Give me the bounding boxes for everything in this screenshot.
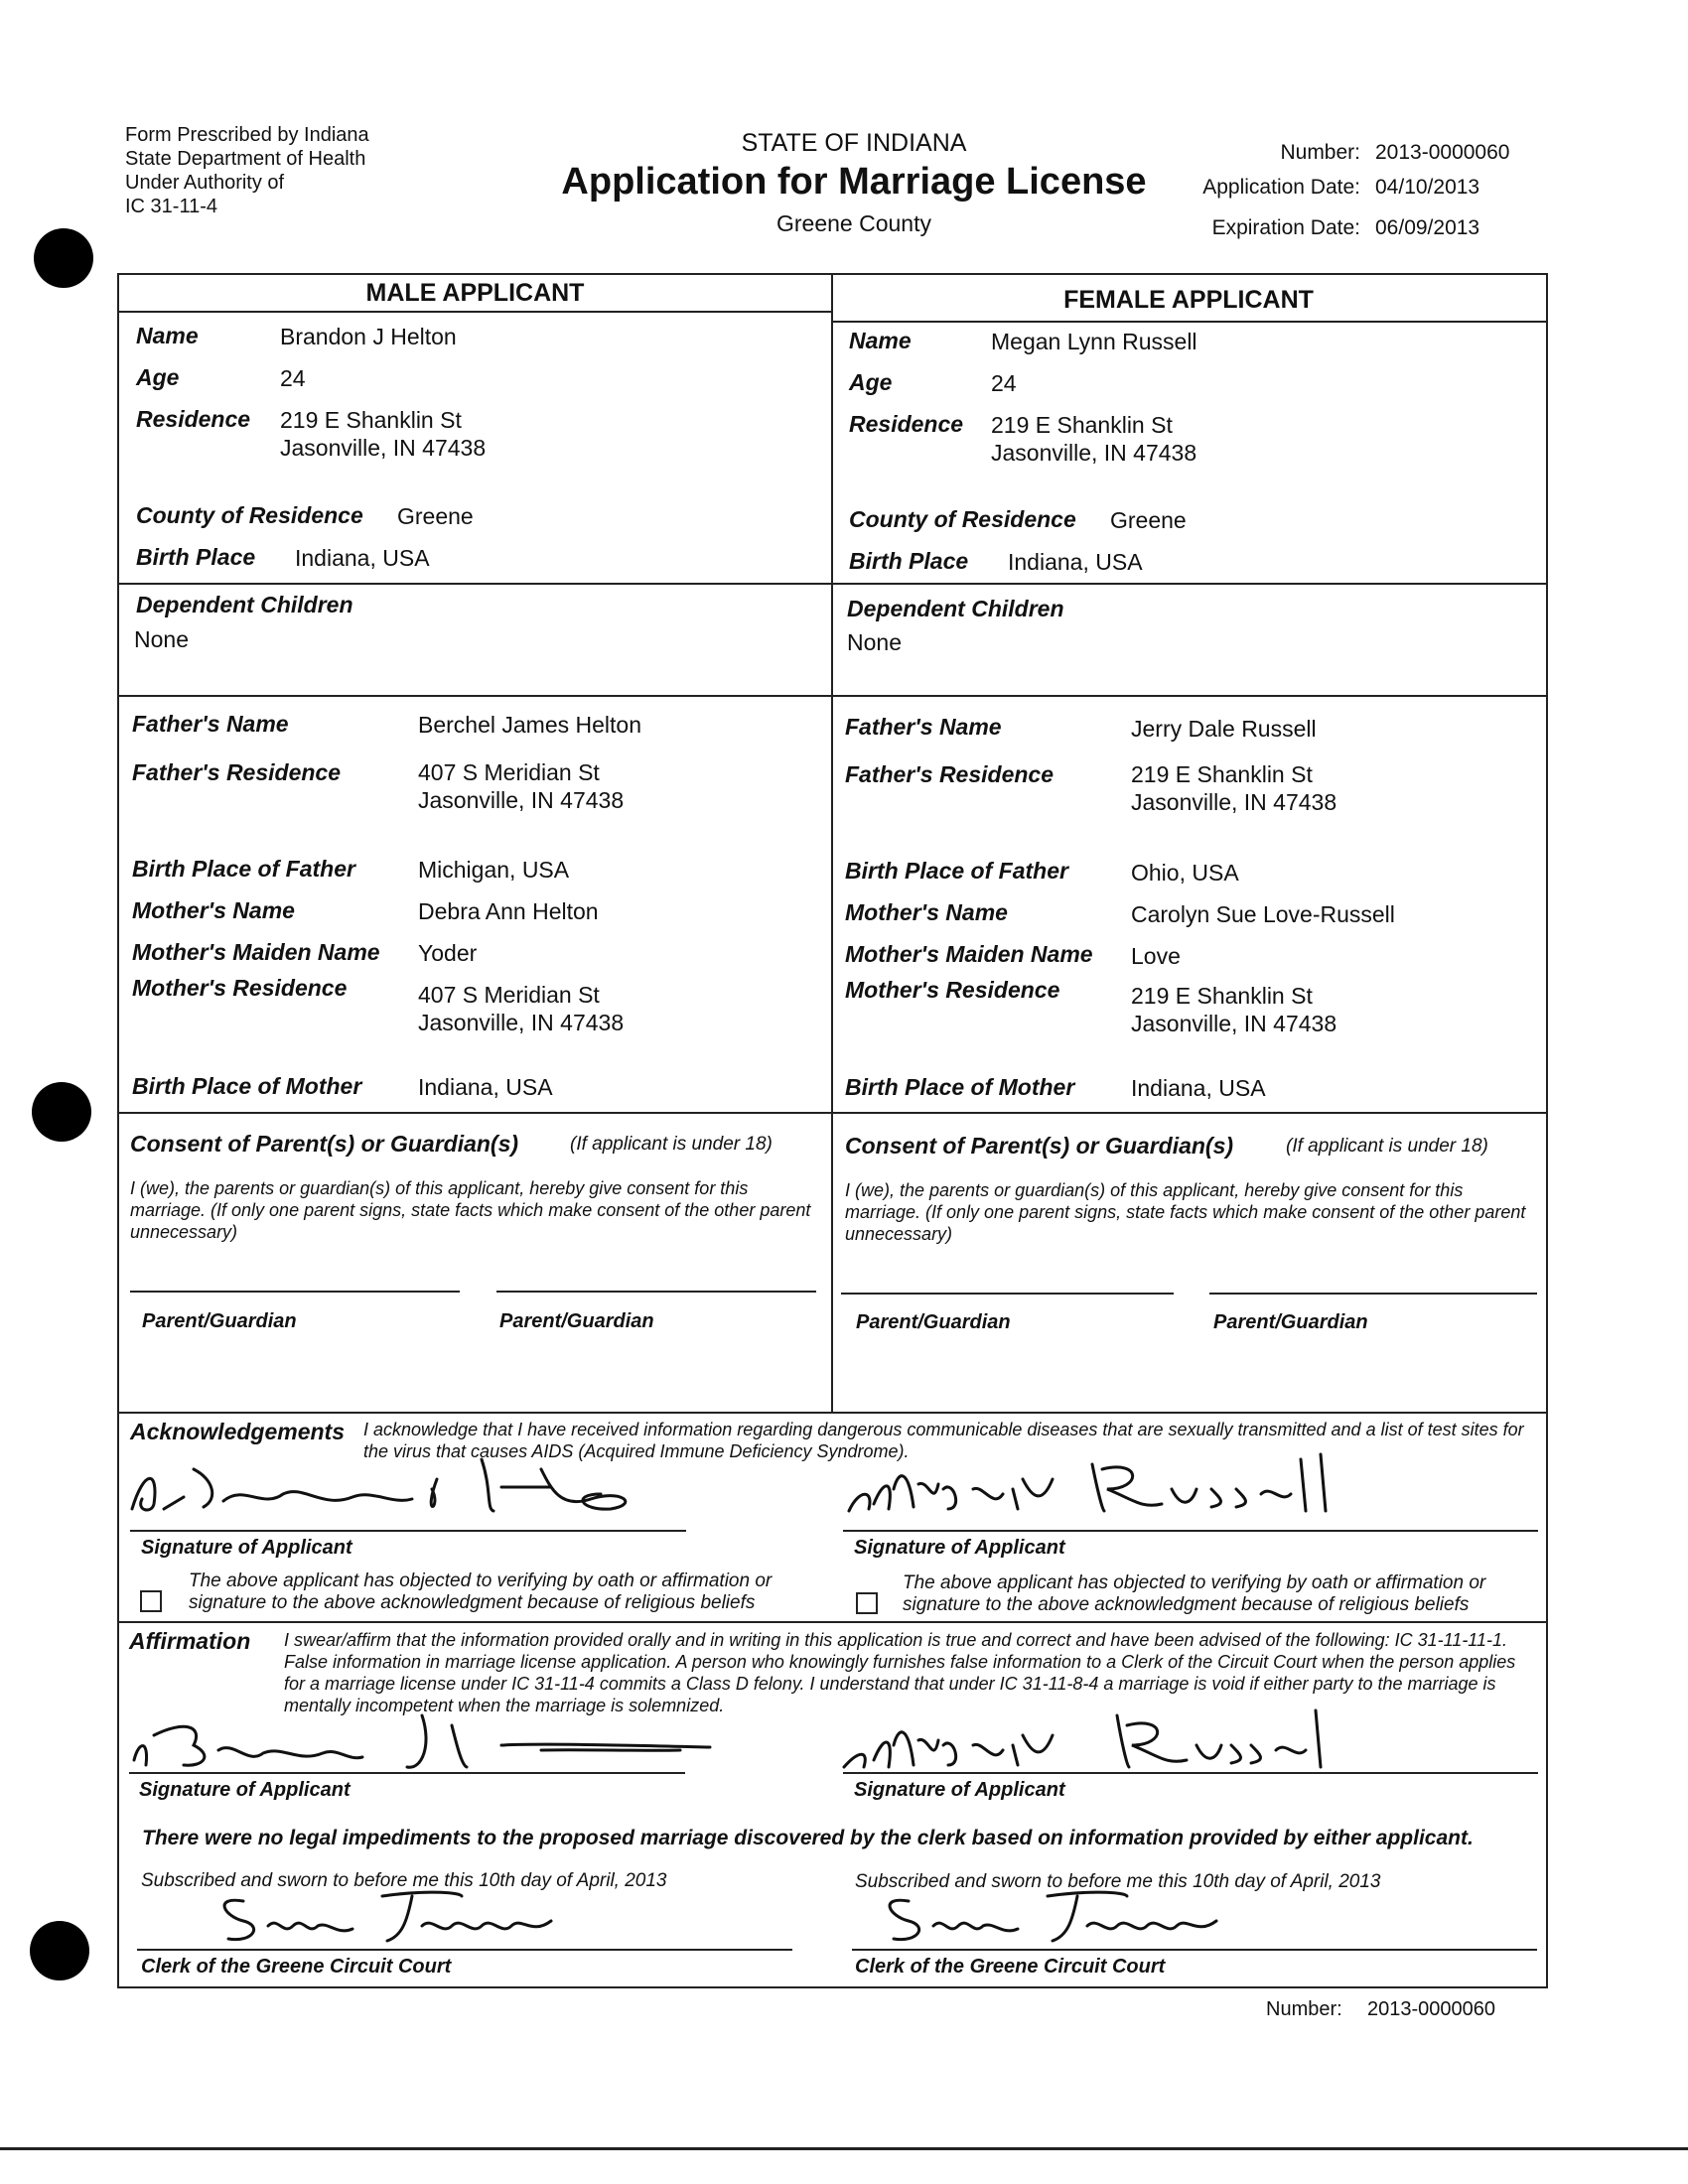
female-residence-line1: 219 E Shanklin St — [991, 412, 1173, 438]
female-fathers-residence-label: Father's Residence — [845, 761, 1054, 787]
punch-hole-top — [34, 228, 93, 288]
male-mothers-residence-line1: 407 S Meridian St — [418, 982, 600, 1008]
female-acknowledgement-signature — [844, 1449, 1360, 1529]
acknowledgements-heading: Acknowledgements — [130, 1419, 345, 1444]
male-clerk-label: Clerk of the Greene Circuit Court — [141, 1956, 452, 1978]
female-parent-signature-line-1 — [841, 1293, 1174, 1295]
male-mothers-residence-label: Mother's Residence — [132, 975, 348, 1001]
application-date-label: Application Date: — [1202, 176, 1360, 199]
female-affirmation-signature-label: Signature of Applicant — [854, 1779, 1065, 1801]
female-mothers-maiden-name-value: Love — [1131, 943, 1181, 969]
male-mothers-maiden-name-label: Mother's Maiden Name — [132, 939, 380, 965]
female-birth-place-mother-value: Indiana, USA — [1131, 1075, 1266, 1101]
prescribed-line: Under Authority of — [125, 172, 285, 194]
form-prescribed-block — [125, 123, 369, 218]
female-fathers-residence-line2: Jasonville, IN 47438 — [1131, 789, 1337, 815]
document-title: Application for Marriage License — [561, 161, 1147, 203]
male-fathers-residence-line1: 407 S Meridian St — [418, 759, 600, 785]
male-clerk-signature — [213, 1881, 571, 1951]
no-impediments-statement: There were no legal impediments to the proposed marriage discovered by the clerk based on information provided by either applicant. — [142, 1827, 1474, 1849]
male-birth-place-label: Birth Place — [136, 544, 256, 570]
male-birth-place-mother-value: Indiana, USA — [418, 1074, 553, 1100]
male-dependent-children-label: Dependent Children — [136, 592, 353, 617]
row-rule-acknowledgements — [119, 1412, 1546, 1414]
male-heading-rule — [119, 311, 831, 313]
female-clerk-label: Clerk of the Greene Circuit Court — [855, 1956, 1166, 1978]
male-fathers-residence-line2: Jasonville, IN 47438 — [418, 787, 625, 813]
acknowledgements-text: I acknowledge that I have received information regarding dangerous communicable diseases that are sexually transmitted and a list of test sites for the virus that causes AIDS (Acquired Immune Deficiency Syndrome). — [363, 1420, 1524, 1461]
male-birth-place-father-label: Birth Place of Father — [132, 856, 355, 882]
female-acknowledgement-signature-label: Signature of Applicant — [854, 1537, 1065, 1559]
expiration-date-label: Expiration Date: — [1211, 216, 1360, 239]
prescribed-line: State Department of Health — [125, 148, 366, 170]
female-mothers-maiden-name-label: Mother's Maiden Name — [845, 941, 1093, 967]
male-dependent-children-value: None — [134, 626, 189, 652]
male-consent-qualifier: (If applicant is under 18) — [570, 1134, 773, 1155]
male-birth-place-value: Indiana, USA — [295, 545, 430, 571]
female-parent-signature-line-2 — [1209, 1293, 1537, 1295]
female-consent-qualifier: (If applicant is under 18) — [1286, 1136, 1488, 1157]
female-mothers-residence-line2: Jasonville, IN 47438 — [1131, 1011, 1337, 1036]
female-birth-place-label: Birth Place — [849, 548, 969, 574]
prescribed-line: Form Prescribed by Indiana — [125, 124, 369, 146]
female-parent-guardian-label-2: Parent/Guardian — [1213, 1311, 1368, 1333]
male-applicant-heading: MALE APPLICANT — [365, 279, 585, 307]
row-rule-affirmation — [119, 1621, 1546, 1623]
female-age-value: 24 — [991, 370, 1017, 396]
female-heading-rule — [831, 321, 1546, 323]
female-birth-place-value: Indiana, USA — [1008, 549, 1143, 575]
male-name-label: Name — [136, 323, 199, 348]
state-heading: STATE OF INDIANA — [741, 129, 967, 157]
punch-hole-bottom — [30, 1921, 89, 1980]
male-consent-text: I (we), the parents or guardian(s) of this applicant, hereby give consent for this marriage. (If only one parent signs, state facts which make consent of the other parent unnecessary) — [130, 1178, 811, 1242]
male-county-value: Greene — [397, 503, 474, 529]
male-parent-signature-line-2 — [496, 1291, 816, 1293]
male-mothers-name-value: Debra Ann Helton — [418, 898, 599, 924]
prescribed-line: IC 31-11-4 — [125, 196, 218, 217]
footer-number-label: Number: — [1266, 1998, 1342, 2020]
female-fathers-name-label: Father's Name — [845, 714, 1002, 740]
male-parent-signature-line-1 — [130, 1291, 460, 1293]
row-rule-parents — [119, 695, 1546, 697]
female-dependent-children-value: None — [847, 629, 902, 655]
male-age-label: Age — [136, 364, 180, 390]
female-subscribed-statement: Subscribed and sworn to before me this 10th day of April, 2013 — [855, 1871, 1381, 1892]
male-name-value: Brandon J Helton — [280, 324, 457, 349]
male-parent-guardian-label-2: Parent/Guardian — [499, 1310, 654, 1332]
scan-bottom-edge — [0, 2147, 1688, 2150]
female-age-label: Age — [849, 369, 893, 395]
female-consent-text: I (we), the parents or guardian(s) of this applicant, hereby give consent for this marriage. (If only one parent signs, state facts which make consent of the other parent unnecessary) — [845, 1180, 1526, 1244]
female-objection-checkbox[interactable] — [856, 1592, 878, 1614]
county-heading: Greene County — [776, 210, 931, 236]
number-value: 2013-0000060 — [1375, 141, 1510, 164]
female-mothers-name-value: Carolyn Sue Love-Russell — [1131, 901, 1395, 927]
female-fathers-name-value: Jerry Dale Russell — [1131, 716, 1317, 742]
female-mothers-residence-line1: 219 E Shanklin St — [1131, 983, 1313, 1009]
female-mothers-name-label: Mother's Name — [845, 899, 1008, 925]
female-parent-guardian-label-1: Parent/Guardian — [856, 1311, 1011, 1333]
expiration-date-value: 06/09/2013 — [1375, 216, 1480, 239]
male-fathers-name-value: Berchel James Helton — [418, 712, 641, 738]
female-applicant-heading: FEMALE APPLICANT — [1063, 286, 1314, 314]
male-affirmation-signature-label: Signature of Applicant — [139, 1779, 351, 1801]
male-residence-label: Residence — [136, 406, 251, 432]
female-name-value: Megan Lynn Russell — [991, 329, 1197, 354]
number-label: Number: — [1280, 141, 1360, 164]
female-county-label: County of Residence — [849, 506, 1076, 532]
male-residence-line2: Jasonville, IN 47438 — [280, 435, 487, 461]
female-residence-label: Residence — [849, 411, 964, 437]
male-birth-place-father-value: Michigan, USA — [418, 857, 570, 883]
female-clerk-signature-line — [852, 1949, 1537, 1951]
row-rule-consent — [119, 1112, 1546, 1114]
male-clerk-signature-line — [137, 1949, 792, 1951]
male-parent-guardian-label-1: Parent/Guardian — [142, 1310, 297, 1332]
female-birth-place-father-label: Birth Place of Father — [845, 858, 1068, 884]
male-objection-checkbox[interactable] — [140, 1590, 162, 1612]
male-age-value: 24 — [280, 365, 306, 391]
affirmation-text: I swear/affirm that the information provided orally and in writing in this application is true and correct and have been advised of the following: IC 31-11-11-1. False information in marriage license application. A person who knowingly furnishes false information to a Clerk of the Circuit Court when the person applies for a marriage license under IC 31-11-4 commits a Class D felony. I understand that under IC 31-11-8-4 a marriage is void if either party to the marriage is mentally incompetent when the marriage is solemnized. — [284, 1630, 1516, 1715]
male-county-label: County of Residence — [136, 502, 363, 528]
female-clerk-signature — [879, 1881, 1236, 1951]
female-affirmation-signature-line — [843, 1772, 1538, 1774]
male-affirmation-signature-line — [129, 1772, 685, 1774]
male-objection-text: The above applicant has objected to verifying by oath or affirmation or signature to the above acknowledgment because of religious beliefs — [189, 1570, 773, 1613]
female-county-value: Greene — [1110, 507, 1187, 533]
male-acknowledgement-signature — [124, 1449, 680, 1529]
male-mothers-maiden-name-value: Yoder — [418, 940, 478, 966]
male-fathers-residence-label: Father's Residence — [132, 759, 341, 785]
female-acknowledgement-signature-line — [843, 1530, 1538, 1532]
female-mothers-residence-label: Mother's Residence — [845, 977, 1060, 1003]
male-birth-place-mother-label: Birth Place of Mother — [132, 1073, 362, 1099]
male-fathers-name-label: Father's Name — [132, 711, 289, 737]
male-subscribed-statement: Subscribed and sworn to before me this 10th day of April, 2013 — [141, 1870, 667, 1891]
application-date-value: 04/10/2013 — [1375, 176, 1480, 199]
female-dependent-children-label: Dependent Children — [847, 596, 1064, 621]
female-consent-heading: Consent of Parent(s) or Guardian(s) — [845, 1133, 1234, 1159]
female-birth-place-mother-label: Birth Place of Mother — [845, 1074, 1075, 1100]
male-consent-heading: Consent of Parent(s) or Guardian(s) — [130, 1131, 519, 1157]
affirmation-heading: Affirmation — [129, 1628, 251, 1654]
male-residence-line1: 219 E Shanklin St — [280, 407, 462, 433]
female-birth-place-father-value: Ohio, USA — [1131, 860, 1239, 886]
female-residence-line2: Jasonville, IN 47438 — [991, 440, 1197, 466]
female-name-label: Name — [849, 328, 912, 353]
male-acknowledgement-signature-line — [130, 1530, 686, 1532]
punch-hole-middle — [32, 1082, 91, 1142]
row-rule-dependents — [119, 583, 1546, 585]
male-acknowledgement-signature-label: Signature of Applicant — [141, 1537, 352, 1559]
male-mothers-name-label: Mother's Name — [132, 897, 295, 923]
footer-number-value: 2013-0000060 — [1367, 1998, 1496, 2020]
male-mothers-residence-line2: Jasonville, IN 47438 — [418, 1010, 625, 1035]
female-objection-text: The above applicant has objected to verifying by oath or affirmation or signature to the above acknowledgment because of religious beliefs — [903, 1572, 1486, 1615]
female-fathers-residence-line1: 219 E Shanklin St — [1131, 761, 1313, 787]
column-divider — [831, 275, 833, 1412]
